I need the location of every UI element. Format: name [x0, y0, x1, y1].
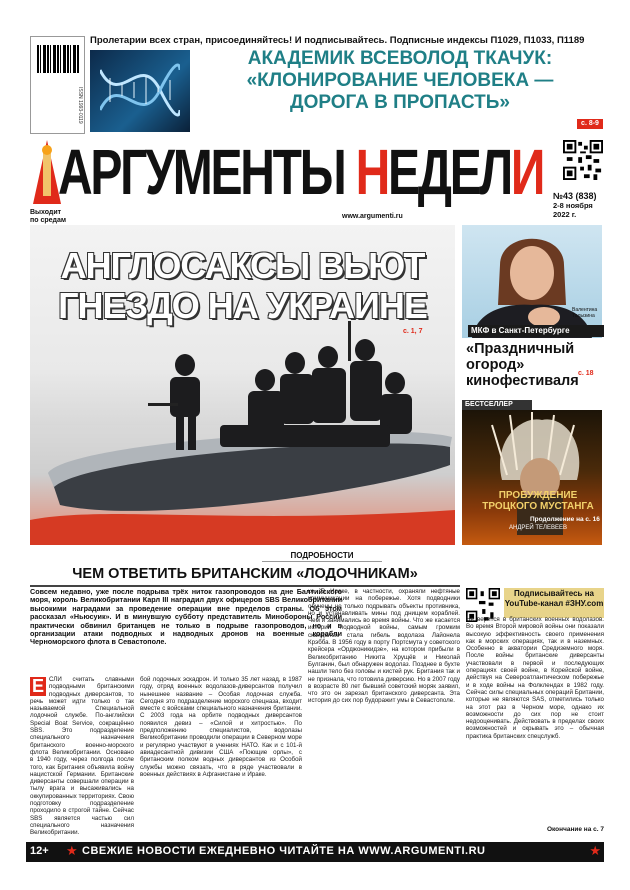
- issn: ISSN 1993-0119: [77, 86, 83, 124]
- out-day-line2: по средам: [30, 217, 67, 224]
- main-headline-line1: АНГЛОСАКСЫ ВЬЮТ: [60, 245, 425, 286]
- article-col-3: ке. В Ираке, в частности, охраняли нефтяные коммуникации на побережье. Хотя подводники обучены не только подрывать объекты противника, но и устанавливать мины под днищем кораблей. Чем и занимались во время войны. Что же касается истории подводной войны, самым громким скандалом стала гибель водолаза Лайонела Крэбба. В 1956 году в порту Портсмута у советского крейсера «Орджоникидзе», на котором прибыли в Великобританию Никита Хрущёв и Николай Булганин, был обнаружен водолаз. Позднее в бухте нашли тело без головы и кистей рук. Британия так и не признала, что готовила диверсию. Но в 2007 году в возрасте 80 лет бывший советский моряк заявил, что это он зарезал британского диверсанта. Эта история до сих пор будоражит умы в Севастополе.: [308, 588, 460, 705]
- woman-portrait: [462, 225, 602, 338]
- portrait-caption: Валентина Талызина: [572, 307, 598, 319]
- footer-banner[interactable]: [26, 842, 604, 862]
- out-day-line1: Выходит: [30, 209, 62, 216]
- youtube-subscribe-box[interactable]: Подписывайтесь на YouTube-канал #ЗНУ.com: [504, 588, 604, 618]
- top-headline-line2: «КЛОНИРОВАНИЕ ЧЕЛОВЕКА —: [246, 70, 554, 91]
- article-headline[interactable]: ЧЕМ ОТВЕТИТЬ БРИТАНСКИМ «ЛОДОЧНИКАМ»: [30, 566, 460, 587]
- masthead-part2: ЕДЕЛ: [387, 136, 511, 208]
- issue-info: [553, 192, 605, 219]
- continued-ref: Окончание на с. 7: [546, 826, 604, 833]
- masthead-part1: АРГУМЕНТЫ: [58, 136, 356, 208]
- masthead-title: [58, 134, 544, 210]
- issue-date: 2-8 ноября: [553, 201, 593, 210]
- dna-image: [90, 50, 190, 132]
- barcode: [30, 36, 85, 134]
- main-page-ref: с. 1, 7: [403, 328, 423, 335]
- article-col-1: [30, 676, 134, 836]
- issue-year: 2022 г.: [553, 210, 577, 219]
- masthead-red-n: Н: [355, 136, 388, 208]
- star-icon: ★: [66, 843, 78, 858]
- top-page-tag: с. 8-9: [577, 119, 603, 129]
- footer-slogan: СВЕЖИЕ НОВОСТИ ЕЖЕДНЕВНО ЧИТАЙТЕ НА WWW.ARGUMENTI.RU: [82, 845, 486, 857]
- bestseller-label: БЕСТСЕЛЛЕР: [462, 400, 532, 410]
- main-headline-line2: ГНЕЗДО НА УКРАИНЕ: [58, 285, 427, 326]
- festival-headline[interactable]: «Праздничный огород» кинофестиваля: [466, 341, 579, 389]
- top-headline[interactable]: [194, 48, 606, 114]
- issue-number: №43 (838): [553, 191, 597, 201]
- section-tag: ПОДРОБНОСТИ: [262, 550, 382, 562]
- festival-page-ref: с. 18: [578, 370, 594, 377]
- out-day: [30, 209, 80, 225]
- qr-code-icon[interactable]: [563, 140, 603, 180]
- article-col-4: Не верится в британских военных водолазов. Во время Второй мировой войны они показали высокую эффективность своего применения как в морских операциях, так и в наземных. Особенно в акватории Средиземного моря. После войны британские диверсанты участвовали в первой и последующих операциях своей войне, в Корейской войне, действуя на Североатлантическом побережье и в ходе войны на Фолклендах в 1982 году. Сейчас силы специальных операций Британии, которые не являются SAS, отметились только на этот раз в Черном море, однако их возможности до сих пор не стоит недооценивать. Действовать в пределах своих возможностей и скрывать это – обычная практика британских спецслужб.: [466, 616, 604, 740]
- site-url[interactable]: www.argumenti.ru: [342, 213, 403, 220]
- festival-label: МКФ в Санкт-Петербурге: [468, 325, 604, 337]
- article-lead: Совсем недавно, уже после подрыва трёх ниток газопроводов на дне Балтийского моря, король Великобритании Карл III наградил двух офицеров SBS Великобритании высокими наградами за проведение операции вне пределов страны. Об этом рассказал «Ньюсуик». И в минувшую субботу представитель Минобороны России практически обвинил британцев не только в подрыве газопроводов, но и в организации атаки подводных и надводных дронов на военные корабли Черноморского флота в Севастополе.: [30, 588, 342, 647]
- book-title: ПРОБУЖДЕНИЕ ТРОЦКОГО МУСТАНГА: [482, 490, 594, 512]
- drop-cap: Е: [31, 676, 44, 696]
- portrait-photo: [462, 225, 602, 338]
- article-col-2: бой лодочных эскадрон. И только 35 лет назад, в 1987 году, отряд военных водолазов-диверсантов получил нынешнее название – Особая лодочная служба. Сегодня это подразделение морского спецназа, входит вместе с войсками специального назначения британии. С 2003 года на орбите подводных диверсантов появился девиз – «Силой и хитростью». По предположению специалистов, водолазы Великобритании проводили операции в Северном море и регулярно участвуют в учениях НАТО. Как и с 101-й авиадесантной дивизии США «Поющие орлы», с британским полком водных диверсантов из Особой службы можно связать, что в ряде участвовали в военных действиях в Афганистане и Ираке.: [140, 676, 302, 778]
- top-headline-line3: ДОРОГА В ПРОПАСТЬ»: [290, 92, 510, 113]
- article-col-1-text: СЛИ считать славными подводными британскими подводных диверсантов, то речь может идти только о так называемой Специальной лодочной службе. По-английски Special Boat Service, сокращённо SBS. Это подразделение специального назначения британского военно-морского флота Великобритании. Основано в 1940 году, через полгода после того, как Британия объявила войну нацистской Германии. Британские диверсанты совершали операции в тылу врага и высаживались на оккупированных территориях. Свою подготовку подразделение проходило в строгой тайне. Сейчас SBS является частью сил специального назначения Великобритании.: [30, 676, 134, 836]
- barcode-bars: [37, 45, 79, 73]
- motto: Пролетарии всех стран, присоединяйтесь! И подписывайтесь. Подписные индексы П1029, П1033, П1189: [90, 35, 585, 46]
- dna-helix-icon: [100, 60, 180, 120]
- book-author: АНДРЕЙ ТЕЛЕВЕЕВ: [509, 525, 567, 531]
- book-page-ref: Продолжение на с. 16: [530, 516, 600, 523]
- star-icon-right: ★: [589, 843, 601, 858]
- top-headline-line1: АКАДЕМИК ВСЕВОЛОД ТКАЧУК:: [247, 48, 553, 69]
- masthead-red-i: И: [510, 136, 544, 208]
- main-headline[interactable]: [30, 246, 455, 326]
- age-rating: 12+: [30, 845, 49, 857]
